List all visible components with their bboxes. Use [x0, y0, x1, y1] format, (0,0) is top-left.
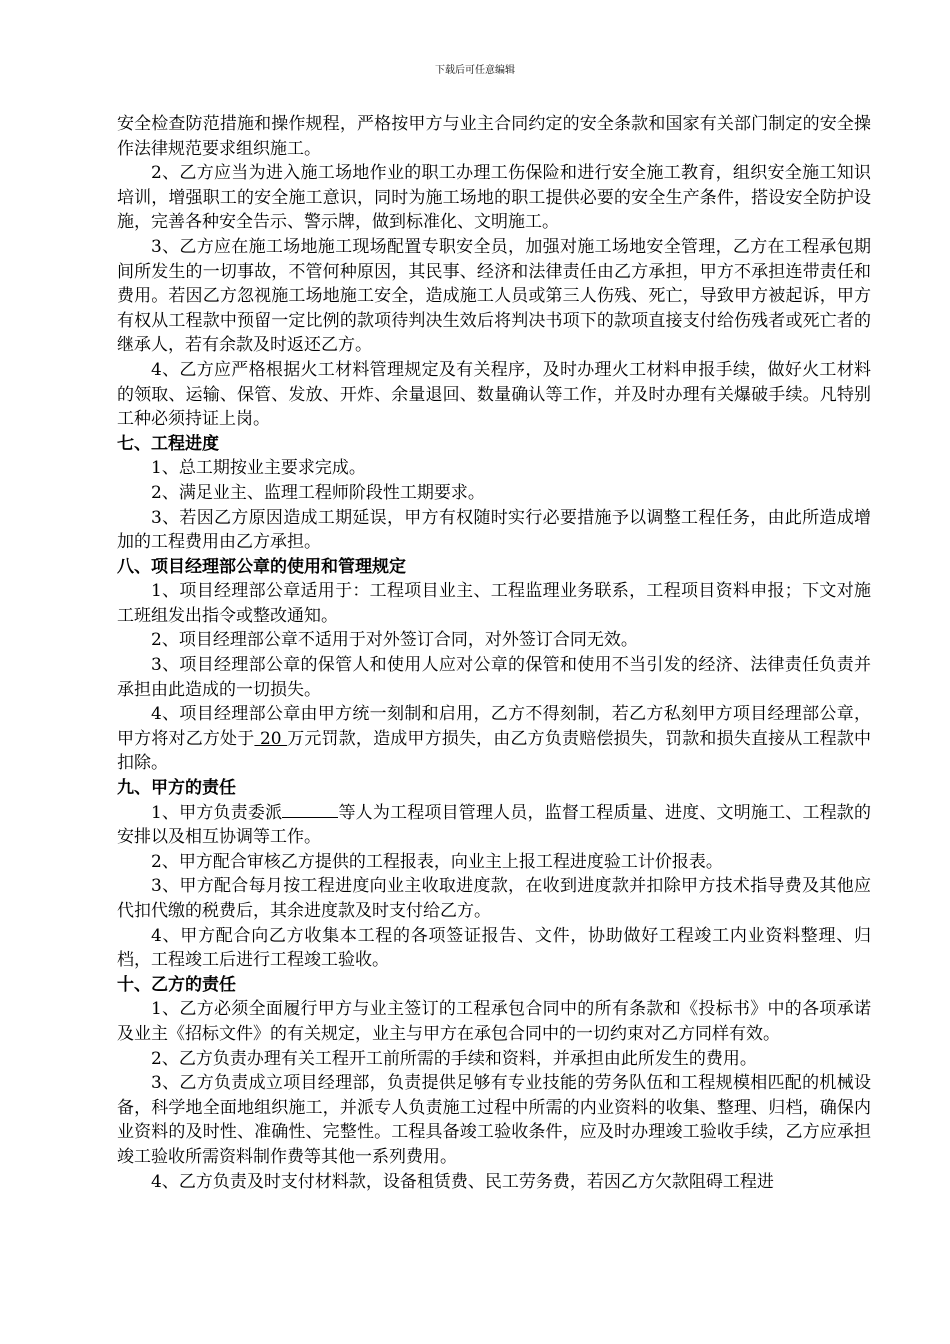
body-paragraph: 3、甲方配合每月按工程进度向业主收取进度款，在收到进度款并扣除甲方技术指导费及其他应代扣代缴的税费后，其余进度款及时支付给乙方。 [117, 876, 871, 921]
body-paragraph: 1、项目经理部公章适用于：工程项目业主、工程监理业务联系，工程项目资料申报；下文对施工班组发出指令或整改通知。 [117, 581, 871, 626]
section-heading: 八、项目经理部公章的使用和管理规定 [117, 556, 406, 577]
document-body [117, 112, 871, 1194]
body-paragraph: 2、甲方配合审核乙方提供的工程报表，向业主上报工程进度验工计价报表。 [151, 851, 723, 872]
body-paragraph: 2、乙方应当为进入施工场地作业的职工办理工伤保险和进行安全施工教育，组织安全施工知识培训，增强职工的安全施工意识，同时为施工场地的职工提供必要的安全生产条件，搭设安全防护设施，完善各种安全告示、警示牌，做到标准化、文明施工。 [117, 163, 871, 233]
body-paragraph: 3、若因乙方原因造成工期延误，甲方有权随时实行必要措施予以调整工程任务，由此所造成增加的工程费用由乙方承担。 [117, 507, 871, 553]
body-paragraph: 1、总工期按业主要求完成。 [151, 458, 366, 479]
body-paragraph: 3、乙方负责成立项目经理部，负责提供足够有专业技能的劳务队伍和工程规模相匹配的机械设备，科学地全面地组织施工，并派专人负责施工过程中所需的内业资料的收集、整理、归档，确保内业资料的及时性、准确性、完整性。工程具备竣工验收条件，应及时办理竣工验收手续，乙方应承担竣工验收所需资料制作费等其他一系列费用。 [117, 1073, 871, 1167]
paragraph-text: 1、甲方负责委派 [151, 802, 283, 823]
body-paragraph: 安全检查防范措施和操作规程，严格按甲方与业主合同约定的安全条款和国家有关部门制定的安全操作法律规范要求组织施工。 [117, 114, 871, 159]
body-paragraph [117, 801, 871, 850]
body-paragraph: 3、乙方应在施工场地施工现场配置专职安全员，加强对施工场地安全管理，乙方在工程承包期间所发生的一切事故，不管何种原因，其民事、经济和法律责任由乙方承担，甲方不承担连带责任和费用。若因乙方忽视施工场地施工安全，造成施工人员或第三人伤残、死亡，导致甲方被起诉，甲方有权从工程款中预留一定比例的款项待判决生效后将判决书项下的款项直接支付给伤残者或死亡者的继承人，若有余款及时返还乙方。 [117, 236, 871, 356]
underlined-amount: 20 [254, 728, 288, 749]
paragraph-text: 4、项目经理部公章由甲方统一刻制和启用，乙方不得刻制，若乙方私刻甲方项目经理部公章，甲方将对乙方处于 [117, 704, 871, 749]
body-paragraph: 2、满足业主、监理工程师阶段性工期要求。 [151, 482, 485, 503]
fill-in-blank [282, 802, 338, 818]
body-paragraph: 2、乙方负责办理有关工程开工前所需的手续和资料，并承担由此所发生的费用。 [151, 1048, 757, 1069]
body-paragraph: 1、乙方必须全面履行甲方与业主签订的工程承包合同中的所有条款和《投标书》中的各项承诺及业主《招标文件》的有关规定，业主与甲方在承包合同中的一切约束对乙方同样有效。 [117, 999, 871, 1044]
body-paragraph: 3、项目经理部公章的保管人和使用人应对公章的保管和使用不当引发的经济、法律责任负责并承担由此造成的一切损失。 [117, 655, 871, 700]
section-heading: 九、甲方的责任 [117, 778, 236, 799]
page-header-note: 下载后可任意编辑 [435, 65, 515, 76]
section-heading: 七、工程进度 [117, 433, 219, 454]
paragraph-text: 万元罚款，造成甲方损失，由乙方负责赔偿损失，罚款和损失直接从工程款中扣除。 [117, 728, 871, 774]
body-paragraph: 2、项目经理部公章不适用于对外签订合同，对外签订合同无效。 [151, 630, 638, 651]
section-heading: 十、乙方的责任 [117, 974, 236, 995]
body-paragraph: 4、甲方配合向乙方收集本工程的各项签证报告、文件，协助做好工程竣工内业资料整理、归档，工程竣工后进行工程竣工验收。 [117, 925, 871, 971]
paragraph-text: 等人为工程项目管理人员，监督工程质量、进度、文明施工、工程款的安排以及相互协调等工作。 [117, 802, 871, 848]
body-paragraph: 4、乙方负责及时支付材料款，设备租赁费、民工劳务费，若因乙方欠款阻碍工程进 [151, 1171, 774, 1192]
body-paragraph: 4、乙方应严格根据火工材料管理规定及有关程序，及时办理火工材料申报手续，做好火工材料的领取、运输、保管、发放、开炸、余量退回、数量确认等工作，并及时办理有关爆破手续。凡特别工种必须持证上岗。 [117, 359, 871, 430]
body-paragraph [117, 702, 871, 776]
